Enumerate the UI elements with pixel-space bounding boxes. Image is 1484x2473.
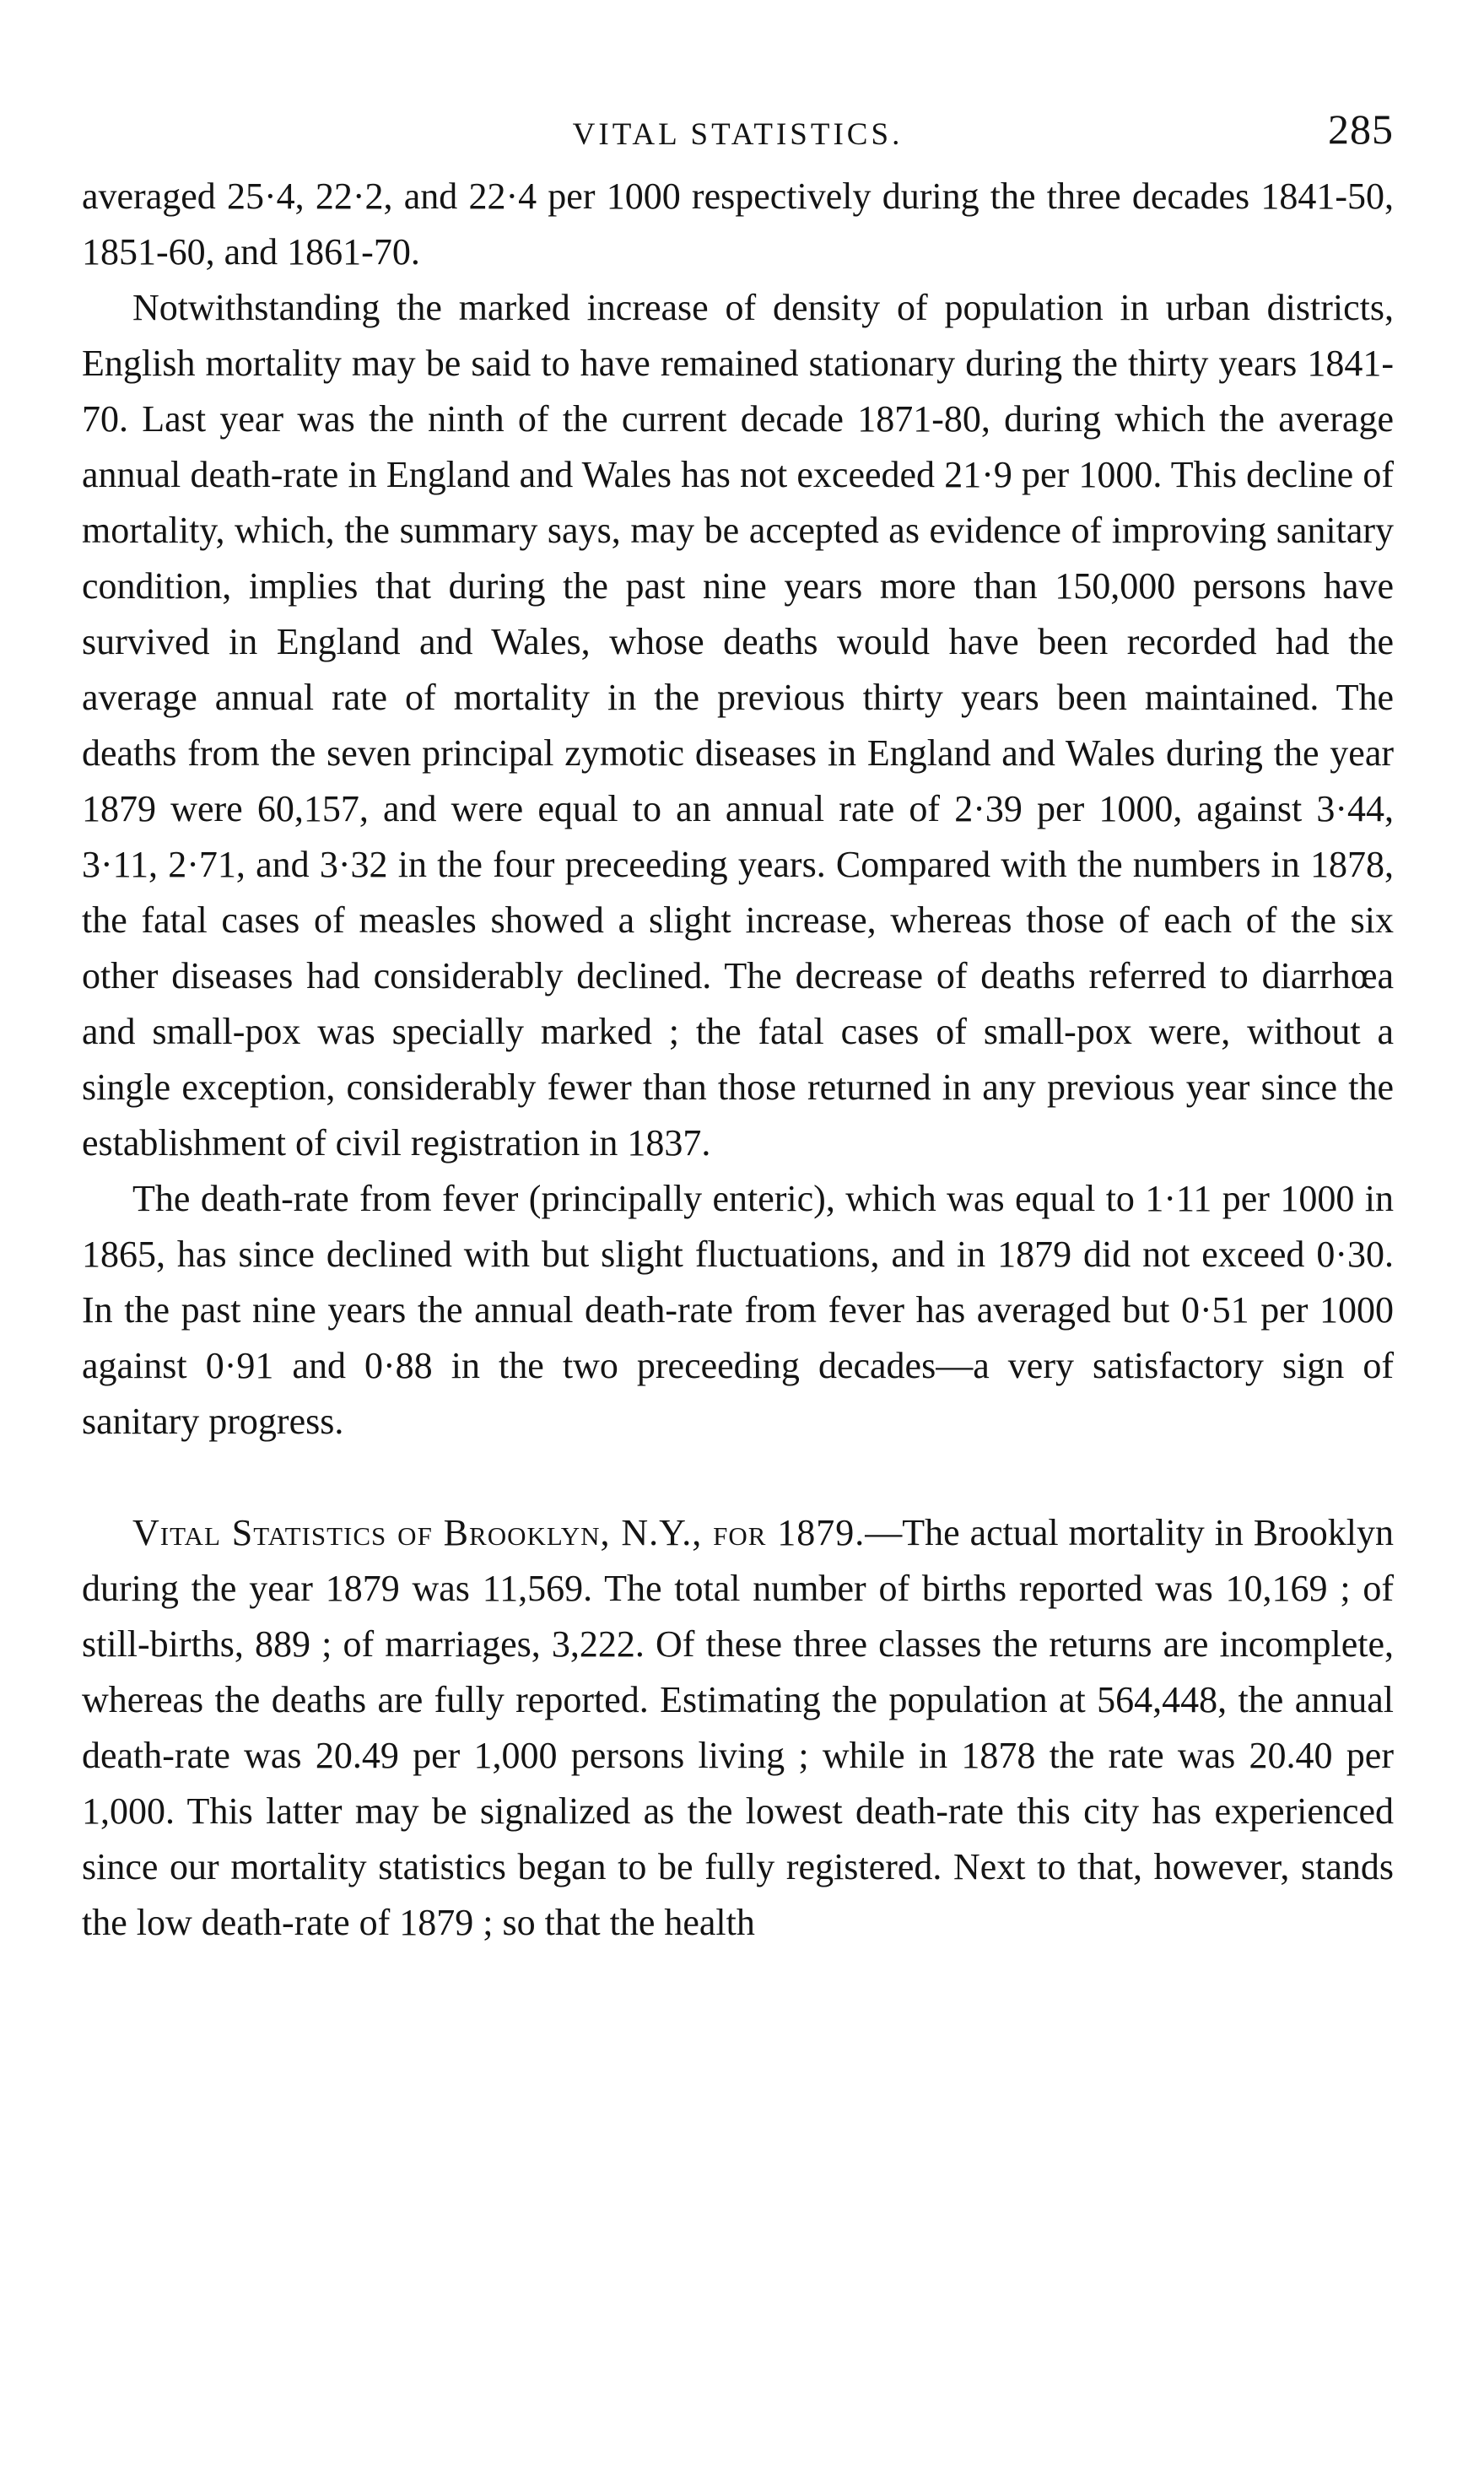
- running-title: VITAL STATISTICS.: [572, 117, 904, 152]
- body-text: [82, 169, 1394, 1951]
- section-text: —The actual mortality in Brooklyn during the year 1879 was 11,569. The total number of births reported was 10,169 ; of still-births, 889 ; of marriages, 3,222. Of these three classes the returns are incomplete, whereas the deaths are fully reported. Estimating the population at 564,448, the annual death-rate was 20.49 per 1,000 persons living ; while in 1878 the rate was 20.40 per 1,000. This latter may be signalized as the lowest death-rate this city has experienced since our mortality statistics began to be fully registered. Next to that, however, stands the low death-rate of 1879 ; so that the health: [82, 1512, 1394, 1943]
- paragraph-fever-death-rate: The death-rate from fever (principally enteric), which was equal to 1·11 per 1000 in 1865, has since declined with but slight fluctuations, and in 1879 did not exceed 0·30. In the past nine years the annual death-rate from fever has averaged but 0·51 per 1000 against 0·91 and 0·88 in the two preceeding decades—a very satisfactory sign of sanitary progress.: [82, 1178, 1394, 1442]
- paragraph-continued: averaged 25·4, 22·2, and 22·4 per 1000 respectively during the three decades 1841-50, 1851-60, and 1861-70.: [82, 175, 1394, 273]
- paragraph-brooklyn-statistics: [82, 1505, 1394, 1951]
- book-page: [82, 93, 1394, 1951]
- page-number: 285: [1328, 105, 1394, 153]
- running-head: [82, 93, 1394, 169]
- paragraph-mortality-decline: Notwithstanding the marked increase of density of population in urban districts, English mortality may be said to have remained stationary during the thirty years 1841-70. Last year was the ninth of the current decade 1871-80, during which the average annual death-rate in England and Wales has not exceeded 21·9 per 1000. This decline of mortality, which, the summary says, may be accepted as evidence of improving sanitary condition, implies that during the past nine years more than 150,000 persons have survived in England and Wales, whose deaths would have been recorded had the average annual rate of mortality in the previous thirty years been maintained. The deaths from the seven principal zymotic diseases in England and Wales during the year 1879 were 60,157, and were equal to an annual rate of 2·39 per 1000, against 3·44, 3·11, 2·71, and 3·32 in the four preceeding years. Compared with the numbers in 1878, the fatal cases of measles showed a slight increase, whereas those of each of the six other diseases had considerably declined. The decrease of deaths referred to diarrhœa and small-pox was specially marked ; the fatal cases of small-pox were, without a single exception, considerably fewer than those returned in any previous year since the establishment of civil registration in 1837.: [82, 287, 1394, 1164]
- section-heading: Vital Statistics of Brooklyn, N.Y., for 1879.: [132, 1512, 866, 1553]
